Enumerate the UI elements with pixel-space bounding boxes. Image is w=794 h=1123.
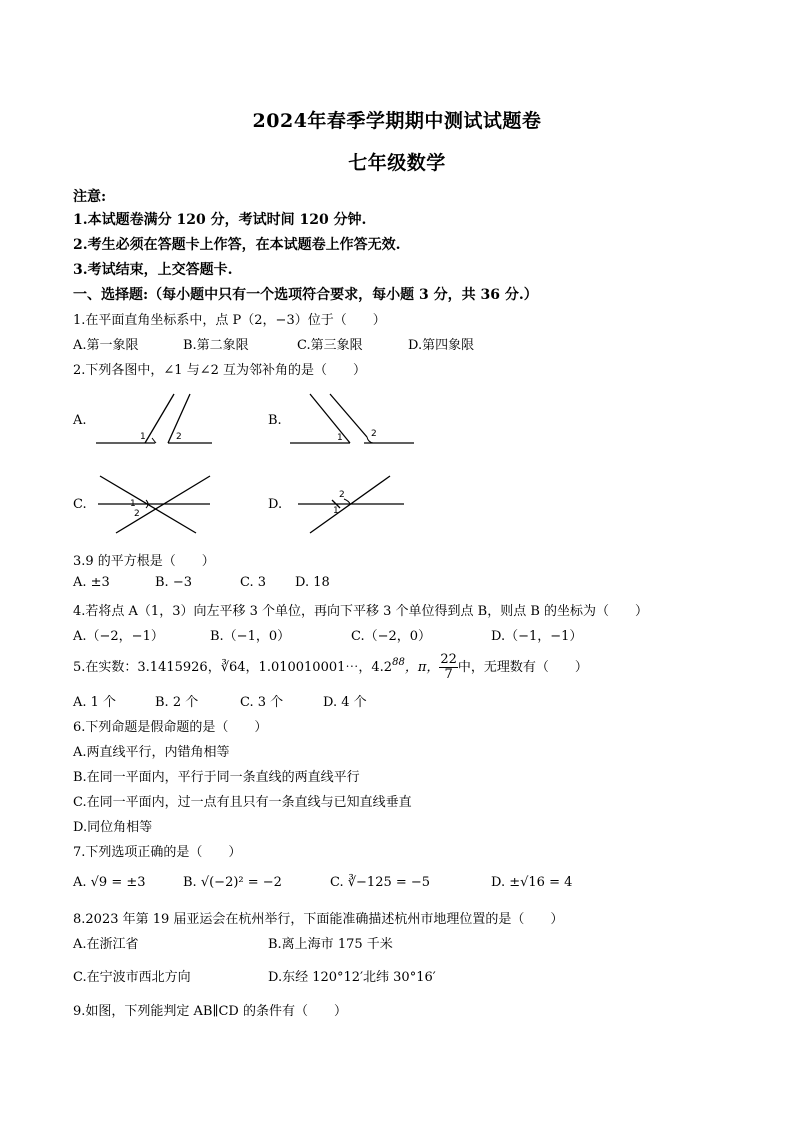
question-2-figure-b — [288, 392, 418, 452]
angle-1-label: 1 — [130, 499, 136, 509]
notes-heading: 注意: — [73, 189, 107, 205]
question-4-option-d[interactable]: D.（−1，−1） — [491, 629, 583, 644]
question-6-option-b[interactable]: B.在同一平面内，平行于同一条直线的两直线平行 — [73, 770, 360, 785]
repeating-digits: 88 — [392, 657, 405, 668]
question-1-option-b[interactable]: B.第二象限 — [183, 338, 249, 353]
exam-title: 2024年春季学期期中测试试题卷 — [252, 110, 542, 132]
question-5-option-c[interactable]: C. 3 个 — [240, 695, 284, 710]
angle-2-label: 2 — [176, 432, 182, 442]
angle-2-label: 2 — [134, 509, 140, 519]
fraction-22-7 — [439, 653, 458, 682]
question-7-option-d[interactable]: D. ±√16 = 4 — [491, 875, 573, 890]
fraction-numerator: 22 — [440, 652, 457, 667]
question-5-option-d[interactable]: D. 4 个 — [323, 695, 367, 710]
question-3-stem: 3.9 的平方根是（ ） — [73, 554, 215, 569]
question-4-option-a[interactable]: A.（−2，−1） — [73, 629, 164, 644]
question-6-stem: 6.下列命题是假命题的是（ ） — [73, 720, 268, 735]
question-2-figure-d — [292, 470, 422, 540]
question-8-option-a[interactable]: A.在浙江省 — [73, 937, 139, 952]
question-2-figure-a — [92, 392, 222, 452]
question-5-stem — [73, 649, 588, 682]
note-item: 1.本试题卷满分 120 分，考试时间 120 分钟. — [73, 212, 367, 228]
question-2-figure-c — [92, 470, 222, 540]
question-3-option-d[interactable]: D. 18 — [295, 575, 330, 590]
question-5-stem-part: 中，无理数有（ ） — [457, 660, 588, 675]
question-1-option-a[interactable]: A.第一象限 — [73, 338, 139, 353]
question-6-option-a[interactable]: A.两直线平行，内错角相等 — [73, 745, 230, 760]
question-4-option-c[interactable]: C.（−2，0） — [351, 629, 432, 644]
question-4-option-b[interactable]: B.（−1，0） — [210, 629, 291, 644]
question-4-stem: 4.若将点 A（1，3）向左平移 3 个单位，再向下平移 3 个单位得到点 B，则点 B 的坐标为（ ） — [73, 604, 649, 619]
angle-1-label: 1 — [140, 432, 146, 442]
angle-1-label: 1 — [337, 433, 343, 443]
question-5-option-b[interactable]: B. 2 个 — [155, 695, 199, 710]
question-1-option-c[interactable]: C.第三象限 — [297, 338, 363, 353]
question-6-option-d[interactable]: D.同位角相等 — [73, 820, 153, 835]
question-5-stem-part: ，1.010010001⋯，4.2 — [245, 660, 393, 675]
question-7-option-c[interactable]: C. ∛−125 = −5 — [330, 875, 431, 890]
angle-1-label: 1 — [333, 506, 339, 516]
question-7-option-a[interactable]: A. √9 = ±3 — [73, 875, 146, 890]
question-1-option-d[interactable]: D.第四象限 — [408, 338, 475, 353]
question-8-option-c[interactable]: C.在宁波市西北方向 — [73, 970, 191, 985]
cube-root-64: ∛64 — [220, 660, 246, 675]
angle-2-label: 2 — [339, 490, 345, 500]
question-8-option-b[interactable]: B.离上海市 175 千米 — [268, 937, 393, 952]
question-2-option-c-label[interactable]: C. — [73, 497, 87, 512]
question-3-option-a[interactable]: A. ±3 — [73, 575, 110, 590]
question-5-option-a[interactable]: A. 1 个 — [73, 695, 117, 710]
angle-2-label: 2 — [371, 429, 377, 439]
question-2-option-d-label[interactable]: D. — [268, 497, 283, 512]
question-7-stem: 7.下列选项正确的是（ ） — [73, 845, 242, 860]
exam-subtitle: 七年级数学 — [348, 152, 446, 174]
pi-symbol: ，π， — [404, 660, 440, 675]
question-8-option-d[interactable]: D.东经 120°12′北纬 30°16′ — [268, 970, 436, 985]
note-item: 3.考试结束，上交答题卡. — [73, 262, 233, 278]
fraction-denominator: 7 — [444, 667, 453, 682]
question-3-option-c[interactable]: C. 3 — [240, 575, 267, 590]
question-6-option-c[interactable]: C.在同一平面内，过一点有且只有一条直线与已知直线垂直 — [73, 795, 412, 810]
question-8-stem: 8.2023 年第 19 届亚运会在杭州举行，下面能准确描述杭州市地理位置的是（ ） — [73, 912, 564, 927]
question-1-stem: 1.在平面直角坐标系中，点 P（2，−3）位于（ ） — [73, 313, 386, 328]
question-3-option-b[interactable]: B. −3 — [155, 575, 192, 590]
note-item: 2.考生必须在答题卡上作答，在本试题卷上作答无效. — [73, 237, 401, 253]
question-7-option-b[interactable]: B. √(−2)² = −2 — [183, 875, 282, 890]
question-5-stem-part: 5.在实数：3.1415926， — [73, 660, 221, 675]
question-2-stem: 2.下列各图中，∠1 与∠2 互为邻补角的是（ ） — [73, 363, 366, 378]
section-heading: 一、选择题:（每小题中只有一个选项符合要求，每小题 3 分，共 36 分.） — [73, 287, 538, 303]
question-2-option-b-label[interactable]: B. — [268, 413, 282, 428]
question-2-option-a-label[interactable]: A. — [73, 413, 87, 428]
question-9-stem: 9.如图，下列能判定 AB∥CD 的条件有（ ） — [73, 1004, 347, 1019]
